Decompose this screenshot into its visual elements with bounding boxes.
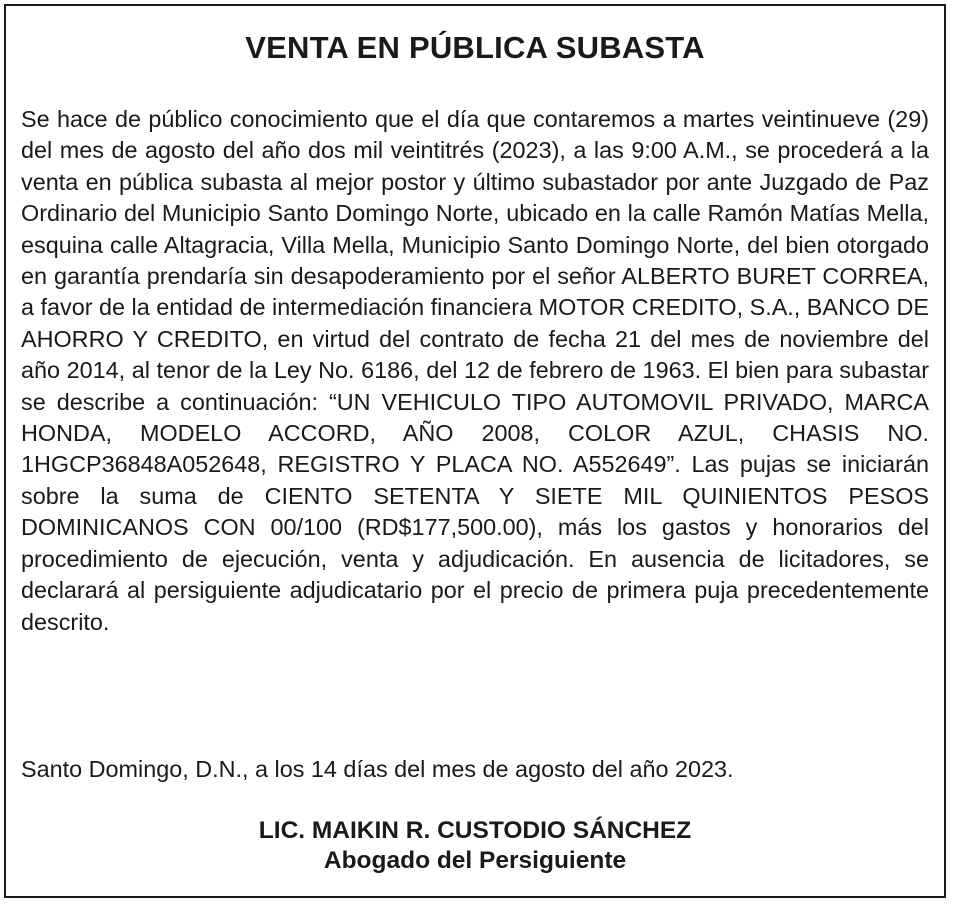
notice-body: Se hace de público conocimiento que el día que contaremos a martes veintinueve (29) del mes de agosto del año dos mil veintitrés (2023), a las 9:00 A.M., se procederá a la venta en pública subasta al mejor postor y último subastador por ante Juzgado de Paz Ordinario del Municipio Santo Domingo Norte, ubicado en la calle Ramón Matías Mella, esquina calle Altagracia, Villa Mella, Municipio Santo Domingo Norte, del bien otorgado en garantía prendaría sin desapoderamiento por el señor ALBERTO BURET CORREA, a favor de la entidad de intermediación financiera MOTOR CREDITO, S.A., BANCO DE AHORRO Y CREDITO, en virtud del contrato de fecha 21 del mes de noviembre del año 2014, al tenor de la Ley No. 6186, del 12 de febrero de 1963. El bien para subastar se describe a continuación: “UN VEHICULO TIPO AUTOMOVIL PRIVADO, MARCA HONDA, MODELO ACCORD, AÑO 2008, COLOR AZUL, CHASIS NO. 1HGCP36848A052648, REGISTRO Y PLACA NO. A552649”. Las pujas se iniciarán sobre la suma de CIENTO SETENTA Y SIETE MIL QUINIENTOS PESOS DOMINICANOS CON 00/100 (RD$177,500.00), más los gastos y honorarios del procedimiento de ejecución, venta y adjudicación. En ausencia de licitadores, se declarará al persiguiente adjudicatario por el precio de primera puja precedentemente descrito. xyxy=(21,106,929,635)
notice-title: VENTA EN PÚBLICA SUBASTA xyxy=(245,30,705,65)
signature-block xyxy=(6,816,944,876)
signatory-role: Abogado del Persiguiente xyxy=(323,847,627,874)
signatory-name: LIC. MAIKIN R. CUSTODIO SÁNCHEZ xyxy=(258,817,692,844)
notice-date-line: Santo Domingo, D.N., a los 14 días del mes de agosto del año 2023. xyxy=(21,756,734,782)
legal-notice xyxy=(4,4,946,898)
